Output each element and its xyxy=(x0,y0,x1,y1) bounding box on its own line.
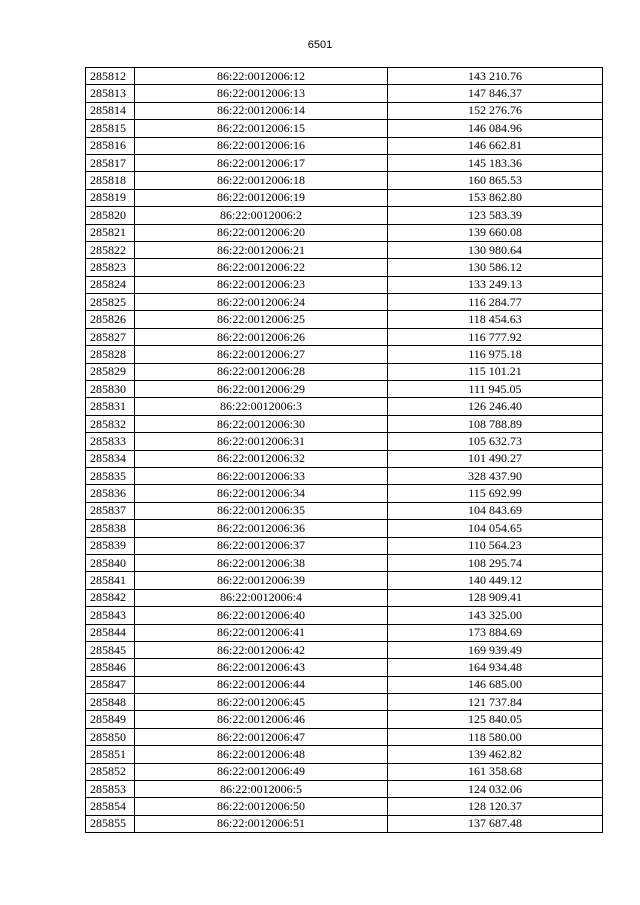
table-row xyxy=(86,172,603,189)
row-id-cell: 285849 xyxy=(86,711,135,728)
cadastral-value-cell: 164 934.48 xyxy=(388,659,603,676)
cadastral-number-cell: 86:22:0012006:41 xyxy=(135,624,388,641)
row-id-cell: 285812 xyxy=(86,68,135,85)
cadastral-number-cell: 86:22:0012006:14 xyxy=(135,102,388,119)
cadastral-value-cell: 126 246.40 xyxy=(388,398,603,415)
cadastral-number-cell: 86:22:0012006:43 xyxy=(135,659,388,676)
table-row xyxy=(86,154,603,171)
cadastral-value-cell: 124 032.06 xyxy=(388,781,603,798)
cadastral-number-cell: 86:22:0012006:39 xyxy=(135,572,388,589)
row-id-cell: 285832 xyxy=(86,415,135,432)
cadastral-number-cell: 86:22:0012006:35 xyxy=(135,502,388,519)
cadastral-value-cell: 118 580.00 xyxy=(388,728,603,745)
row-id-cell: 285841 xyxy=(86,572,135,589)
row-id-cell: 285836 xyxy=(86,485,135,502)
cadastral-value-cell: 146 662.81 xyxy=(388,137,603,154)
cadastral-value-cell: 128 909.41 xyxy=(388,589,603,606)
row-id-cell: 285823 xyxy=(86,259,135,276)
table-row xyxy=(86,763,603,780)
table-row xyxy=(86,467,603,484)
cadastral-value-cell: 121 737.84 xyxy=(388,694,603,711)
row-id-cell: 285855 xyxy=(86,815,135,832)
table-row xyxy=(86,659,603,676)
cadastral-value-cell: 143 210.76 xyxy=(388,68,603,85)
cadastral-number-cell: 86:22:0012006:30 xyxy=(135,415,388,432)
row-id-cell: 285826 xyxy=(86,311,135,328)
cadastral-value-cell: 101 490.27 xyxy=(388,450,603,467)
cadastral-number-cell: 86:22:0012006:38 xyxy=(135,554,388,571)
table-row xyxy=(86,398,603,415)
table-row xyxy=(86,781,603,798)
table-row xyxy=(86,502,603,519)
cadastral-value-cell: 139 660.08 xyxy=(388,224,603,241)
row-id-cell: 285839 xyxy=(86,537,135,554)
table-row xyxy=(86,259,603,276)
row-id-cell: 285830 xyxy=(86,381,135,398)
row-id-cell: 285846 xyxy=(86,659,135,676)
table-row xyxy=(86,641,603,658)
cadastral-value-table xyxy=(85,67,603,833)
cadastral-value-cell: 116 975.18 xyxy=(388,346,603,363)
table-row xyxy=(86,433,603,450)
table-row xyxy=(86,68,603,85)
cadastral-value-cell: 173 884.69 xyxy=(388,624,603,641)
cadastral-value-cell: 108 788.89 xyxy=(388,415,603,432)
cadastral-number-cell: 86:22:0012006:18 xyxy=(135,172,388,189)
cadastral-number-cell: 86:22:0012006:51 xyxy=(135,815,388,832)
cadastral-number-cell: 86:22:0012006:12 xyxy=(135,68,388,85)
cadastral-number-cell: 86:22:0012006:24 xyxy=(135,294,388,311)
cadastral-number-cell: 86:22:0012006:49 xyxy=(135,763,388,780)
cadastral-value-cell: 140 449.12 xyxy=(388,572,603,589)
cadastral-number-cell: 86:22:0012006:4 xyxy=(135,589,388,606)
cadastral-value-cell: 130 586.12 xyxy=(388,259,603,276)
cadastral-number-cell: 86:22:0012006:29 xyxy=(135,381,388,398)
table-row xyxy=(86,711,603,728)
cadastral-value-cell: 146 084.96 xyxy=(388,120,603,137)
row-id-cell: 285848 xyxy=(86,694,135,711)
row-id-cell: 285824 xyxy=(86,276,135,293)
cadastral-value-cell: 152 276.76 xyxy=(388,102,603,119)
row-id-cell: 285845 xyxy=(86,641,135,658)
page-number: 6501 xyxy=(307,39,333,51)
cadastral-value-cell: 137 687.48 xyxy=(388,815,603,832)
row-id-cell: 285822 xyxy=(86,241,135,258)
table-row xyxy=(86,328,603,345)
cadastral-number-cell: 86:22:0012006:40 xyxy=(135,607,388,624)
cadastral-number-cell: 86:22:0012006:31 xyxy=(135,433,388,450)
table-row xyxy=(86,694,603,711)
cadastral-number-cell: 86:22:0012006:28 xyxy=(135,363,388,380)
cadastral-value-cell: 133 249.13 xyxy=(388,276,603,293)
row-id-cell: 285837 xyxy=(86,502,135,519)
cadastral-value-cell: 328 437.90 xyxy=(388,467,603,484)
table-row xyxy=(86,85,603,102)
row-id-cell: 285850 xyxy=(86,728,135,745)
table-row xyxy=(86,241,603,258)
table-row xyxy=(86,120,603,137)
row-id-cell: 285835 xyxy=(86,467,135,484)
table-row xyxy=(86,346,603,363)
cadastral-number-cell: 86:22:0012006:13 xyxy=(135,85,388,102)
table-row xyxy=(86,815,603,832)
cadastral-number-cell: 86:22:0012006:37 xyxy=(135,537,388,554)
table-row xyxy=(86,728,603,745)
row-id-cell: 285825 xyxy=(86,294,135,311)
cadastral-value-cell: 130 980.64 xyxy=(388,241,603,258)
table-row xyxy=(86,485,603,502)
row-id-cell: 285817 xyxy=(86,154,135,171)
cadastral-value-cell: 123 583.39 xyxy=(388,207,603,224)
table-row xyxy=(86,798,603,815)
row-id-cell: 285838 xyxy=(86,520,135,537)
cadastral-number-cell: 86:22:0012006:47 xyxy=(135,728,388,745)
row-id-cell: 285847 xyxy=(86,676,135,693)
table-row xyxy=(86,207,603,224)
cadastral-value-cell: 116 284.77 xyxy=(388,294,603,311)
row-id-cell: 285820 xyxy=(86,207,135,224)
cadastral-number-cell: 86:22:0012006:15 xyxy=(135,120,388,137)
cadastral-value-cell: 104 054.65 xyxy=(388,520,603,537)
cadastral-value-cell: 111 945.05 xyxy=(388,381,603,398)
row-id-cell: 285852 xyxy=(86,763,135,780)
cadastral-number-cell: 86:22:0012006:2 xyxy=(135,207,388,224)
table-body xyxy=(86,68,603,833)
row-id-cell: 285854 xyxy=(86,798,135,815)
table-row xyxy=(86,294,603,311)
table-row xyxy=(86,415,603,432)
table-row xyxy=(86,137,603,154)
row-id-cell: 285851 xyxy=(86,746,135,763)
cadastral-number-cell: 86:22:0012006:33 xyxy=(135,467,388,484)
table-row xyxy=(86,607,603,624)
cadastral-value-cell: 160 865.53 xyxy=(388,172,603,189)
cadastral-value-cell: 145 183.36 xyxy=(388,154,603,171)
table-row xyxy=(86,363,603,380)
cadastral-number-cell: 86:22:0012006:46 xyxy=(135,711,388,728)
row-id-cell: 285821 xyxy=(86,224,135,241)
table-row xyxy=(86,189,603,206)
cadastral-value-cell: 104 843.69 xyxy=(388,502,603,519)
cadastral-value-cell: 118 454.63 xyxy=(388,311,603,328)
cadastral-number-cell: 86:22:0012006:42 xyxy=(135,641,388,658)
cadastral-number-cell: 86:22:0012006:26 xyxy=(135,328,388,345)
cadastral-value-cell: 125 840.05 xyxy=(388,711,603,728)
row-id-cell: 285844 xyxy=(86,624,135,641)
cadastral-number-cell: 86:22:0012006:45 xyxy=(135,694,388,711)
table-row xyxy=(86,520,603,537)
cadastral-number-cell: 86:22:0012006:3 xyxy=(135,398,388,415)
row-id-cell: 285833 xyxy=(86,433,135,450)
cadastral-value-cell: 146 685.00 xyxy=(388,676,603,693)
cadastral-value-cell: 143 325.00 xyxy=(388,607,603,624)
cadastral-number-cell: 86:22:0012006:22 xyxy=(135,259,388,276)
cadastral-value-cell: 169 939.49 xyxy=(388,641,603,658)
table-row xyxy=(86,676,603,693)
cadastral-value-cell: 128 120.37 xyxy=(388,798,603,815)
table-row xyxy=(86,450,603,467)
cadastral-number-cell: 86:22:0012006:44 xyxy=(135,676,388,693)
table-row xyxy=(86,746,603,763)
cadastral-value-cell: 153 862.80 xyxy=(388,189,603,206)
cadastral-value-cell: 161 358.68 xyxy=(388,763,603,780)
row-id-cell: 285828 xyxy=(86,346,135,363)
table-row xyxy=(86,102,603,119)
cadastral-number-cell: 86:22:0012006:16 xyxy=(135,137,388,154)
cadastral-number-cell: 86:22:0012006:19 xyxy=(135,189,388,206)
cadastral-value-cell: 105 632.73 xyxy=(388,433,603,450)
cadastral-number-cell: 86:22:0012006:21 xyxy=(135,241,388,258)
cadastral-value-cell: 115 101.21 xyxy=(388,363,603,380)
table-row xyxy=(86,311,603,328)
cadastral-number-cell: 86:22:0012006:5 xyxy=(135,781,388,798)
row-id-cell: 285853 xyxy=(86,781,135,798)
cadastral-value-cell: 116 777.92 xyxy=(388,328,603,345)
row-id-cell: 285843 xyxy=(86,607,135,624)
row-id-cell: 285819 xyxy=(86,189,135,206)
table-row xyxy=(86,276,603,293)
table-row xyxy=(86,381,603,398)
row-id-cell: 285816 xyxy=(86,137,135,154)
cadastral-number-cell: 86:22:0012006:34 xyxy=(135,485,388,502)
row-id-cell: 285831 xyxy=(86,398,135,415)
cadastral-number-cell: 86:22:0012006:25 xyxy=(135,311,388,328)
table-row xyxy=(86,572,603,589)
cadastral-number-cell: 86:22:0012006:20 xyxy=(135,224,388,241)
cadastral-number-cell: 86:22:0012006:23 xyxy=(135,276,388,293)
cadastral-value-cell: 147 846.37 xyxy=(388,85,603,102)
cadastral-value-cell: 139 462.82 xyxy=(388,746,603,763)
row-id-cell: 285834 xyxy=(86,450,135,467)
row-id-cell: 285813 xyxy=(86,85,135,102)
row-id-cell: 285842 xyxy=(86,589,135,606)
cadastral-number-cell: 86:22:0012006:36 xyxy=(135,520,388,537)
cadastral-number-cell: 86:22:0012006:48 xyxy=(135,746,388,763)
table-row xyxy=(86,589,603,606)
cadastral-number-cell: 86:22:0012006:17 xyxy=(135,154,388,171)
row-id-cell: 285818 xyxy=(86,172,135,189)
cadastral-value-cell: 110 564.23 xyxy=(388,537,603,554)
row-id-cell: 285840 xyxy=(86,554,135,571)
table-row xyxy=(86,224,603,241)
cadastral-number-cell: 86:22:0012006:50 xyxy=(135,798,388,815)
row-id-cell: 285815 xyxy=(86,120,135,137)
cadastral-value-cell: 108 295.74 xyxy=(388,554,603,571)
table-row xyxy=(86,624,603,641)
cadastral-number-cell: 86:22:0012006:27 xyxy=(135,346,388,363)
table-row xyxy=(86,554,603,571)
cadastral-number-cell: 86:22:0012006:32 xyxy=(135,450,388,467)
row-id-cell: 285829 xyxy=(86,363,135,380)
row-id-cell: 285827 xyxy=(86,328,135,345)
cadastral-value-cell: 115 692.99 xyxy=(388,485,603,502)
table-row xyxy=(86,537,603,554)
row-id-cell: 285814 xyxy=(86,102,135,119)
